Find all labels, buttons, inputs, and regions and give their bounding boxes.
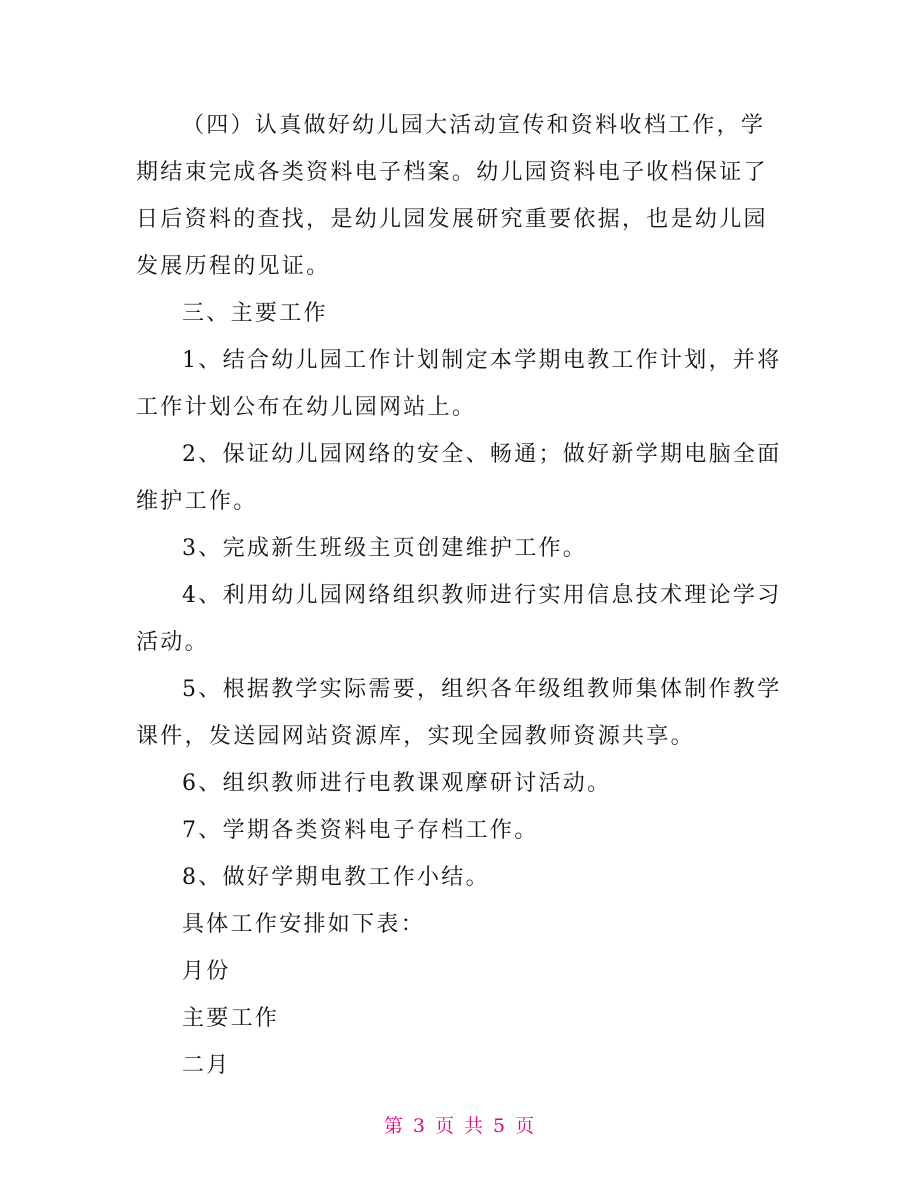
list-item-courseware: 5、根据教学实际需要，组织各年级组教师集体制作教学课件，发送园网站资源库，实现全园教师资源共享。 (136, 677, 782, 749)
paragraph-publicity-archiving: （四）认真做好幼儿园大活动宣传和资料收档工作，学期结束完成各类资料电子档案。幼儿园资料电子收档保证了日后资料的查找，是幼儿园发展研究重要依据，也是幼儿园发展历程的见证。 (136, 113, 768, 279)
list-item-work-plan: 1、结合幼儿园工作计划制定本学期电教工作计划，并将工作计划公布在幼儿园网站上。 (136, 348, 782, 420)
list-item-network-safety: 2、保证幼儿园网络的安全、畅通；做好新学期电脑全面维护工作。 (136, 442, 782, 514)
section-heading-main-work: 三、主要工作 (182, 301, 328, 326)
list-item-archiving: 7、学期各类资料电子存档工作。 (182, 818, 539, 843)
table-header-month: 月份 (182, 959, 231, 984)
table-header-main-work: 主要工作 (182, 1006, 280, 1031)
list-item-it-training: 4、利用幼儿园网络组织教师进行实用信息技术理论学习活动。 (136, 583, 782, 655)
page-number: 第 3 页 共 5 页 (383, 1115, 537, 1137)
list-item-class-homepage: 3、完成新生班级主页创建维护工作。 (182, 536, 588, 561)
page-footer (0, 1111, 920, 1138)
document-body (136, 102, 786, 1089)
list-item-summary: 8、做好学期电教工作小结。 (182, 865, 490, 890)
schedule-intro: 具体工作安排如下表： (182, 912, 426, 937)
list-item-observation: 6、组织教师进行电教课观摩研讨活动。 (182, 771, 612, 796)
table-cell-february: 二月 (182, 1053, 231, 1078)
